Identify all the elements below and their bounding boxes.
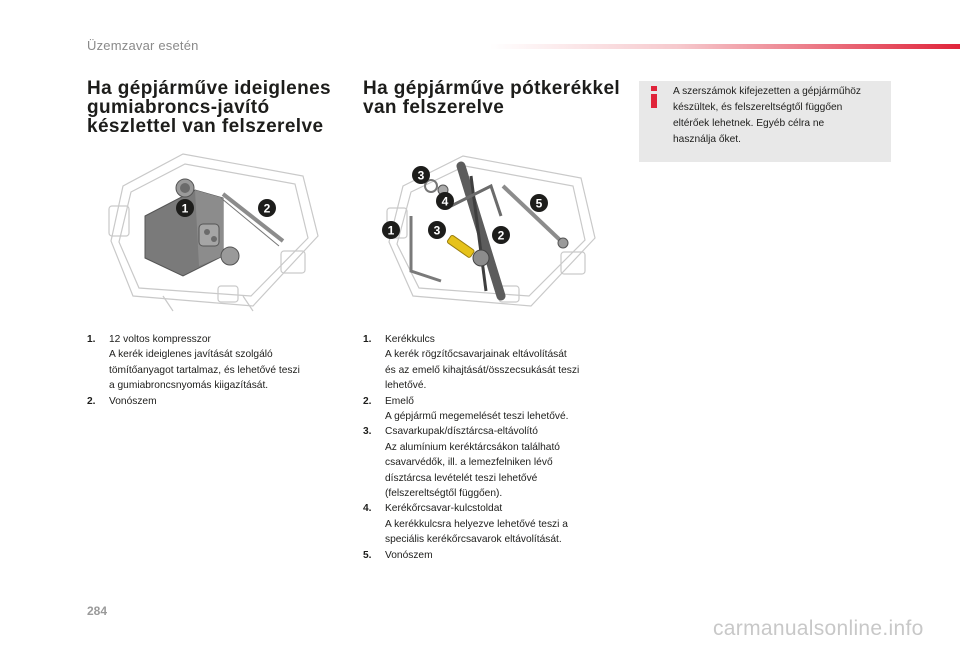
item-text: Vonószem [109, 395, 157, 407]
list-item [363, 394, 628, 425]
callout-5: 5 [535, 196, 543, 211]
item-text: (felszereltségtől függően). [385, 488, 503, 500]
item-text: A kerék ideiglenes javítását szolgáló [109, 349, 273, 361]
middle-title-line: Ha gépjárműve pótkerékkel [363, 78, 621, 99]
header-title: Üzemzavar esetén [87, 38, 199, 53]
list-item [363, 548, 628, 563]
callout-3-top: 3 [417, 168, 425, 183]
item-number: 1. [363, 334, 372, 345]
info-text [673, 84, 885, 148]
header-accent-bar [490, 44, 960, 49]
info-line: készültek, és felszereltségtől függően [673, 102, 843, 113]
item-text: tömítőanyagot tartalmaz, és lehetővé teszi [109, 364, 300, 376]
item-number: 1. [87, 334, 96, 345]
list-item [87, 394, 347, 409]
item-text: dísztárcsa levételét teszi lehetővé [385, 472, 538, 484]
callout-3: 3 [433, 223, 441, 238]
list-item [363, 424, 628, 501]
item-text: A gépjármű megemelését teszi lehetővé. [385, 411, 569, 423]
spare-wheel-tools-illustration [381, 146, 606, 316]
item-text: 12 voltos kompresszor [109, 334, 211, 345]
item-text: Kerékőrcsavar-kulcstoldat [385, 503, 503, 515]
middle-title-line: van felszerelve [363, 97, 505, 118]
info-line: A szerszámok kifejezetten a gépjárműhöz [673, 86, 861, 97]
middle-section-title [363, 79, 620, 117]
left-title-line: készlettel van felszerelve [87, 116, 324, 137]
left-item-list [87, 332, 347, 409]
left-title-line: gumiabroncs-javító [87, 97, 270, 118]
item-text: A kerékkulcsra helyezve lehetővé teszi a [385, 518, 568, 530]
item-number: 5. [363, 549, 372, 561]
item-text: Csavarkupak/dísztárcsa-eltávolító [385, 426, 538, 438]
middle-item-list [363, 332, 628, 563]
page-number: 284 [87, 604, 108, 618]
callout-2: 2 [497, 228, 505, 243]
item-text: és az emelő kihajtását/összecsukását teszi [385, 364, 580, 376]
item-text: A kerék rögzítőcsavarjainak eltávolítását [385, 349, 567, 361]
list-item [87, 332, 347, 394]
watermark: carmanualsonline.info [713, 617, 924, 640]
list-item [363, 332, 628, 394]
item-number: 4. [363, 503, 372, 515]
item-text: Vonószem [385, 549, 433, 561]
callout-1: 1 [181, 201, 189, 216]
item-number: 3. [363, 426, 372, 438]
item-text: a gumiabroncsnyomás kiigazítását. [109, 380, 269, 392]
item-number: 2. [87, 395, 96, 407]
info-icon [649, 86, 659, 108]
item-text: lehetővé. [385, 380, 427, 392]
left-title-line: Ha gépjárműve ideiglenes [87, 78, 332, 99]
callout-4: 4 [441, 194, 449, 209]
item-text: csavarvédők, ill. a lemezfelniken lévő [385, 457, 553, 469]
item-text: Emelő [385, 395, 414, 407]
item-text: Az alumínium keréktárcsákon található [385, 441, 560, 453]
list-item [363, 501, 628, 547]
callout-2: 2 [263, 201, 271, 216]
left-section-title [87, 79, 331, 136]
item-number: 2. [363, 395, 372, 407]
item-text: Kerékkulcs [385, 334, 435, 345]
info-line: használja őket. [673, 134, 741, 145]
callout-1: 1 [387, 223, 395, 238]
repair-kit-illustration [103, 146, 328, 316]
info-line: eltérőek lehetnek. Egyéb célra ne [673, 118, 825, 129]
item-text: speciális kerékőrcsavarok eltávolítását. [385, 534, 562, 546]
info-box [639, 81, 891, 162]
